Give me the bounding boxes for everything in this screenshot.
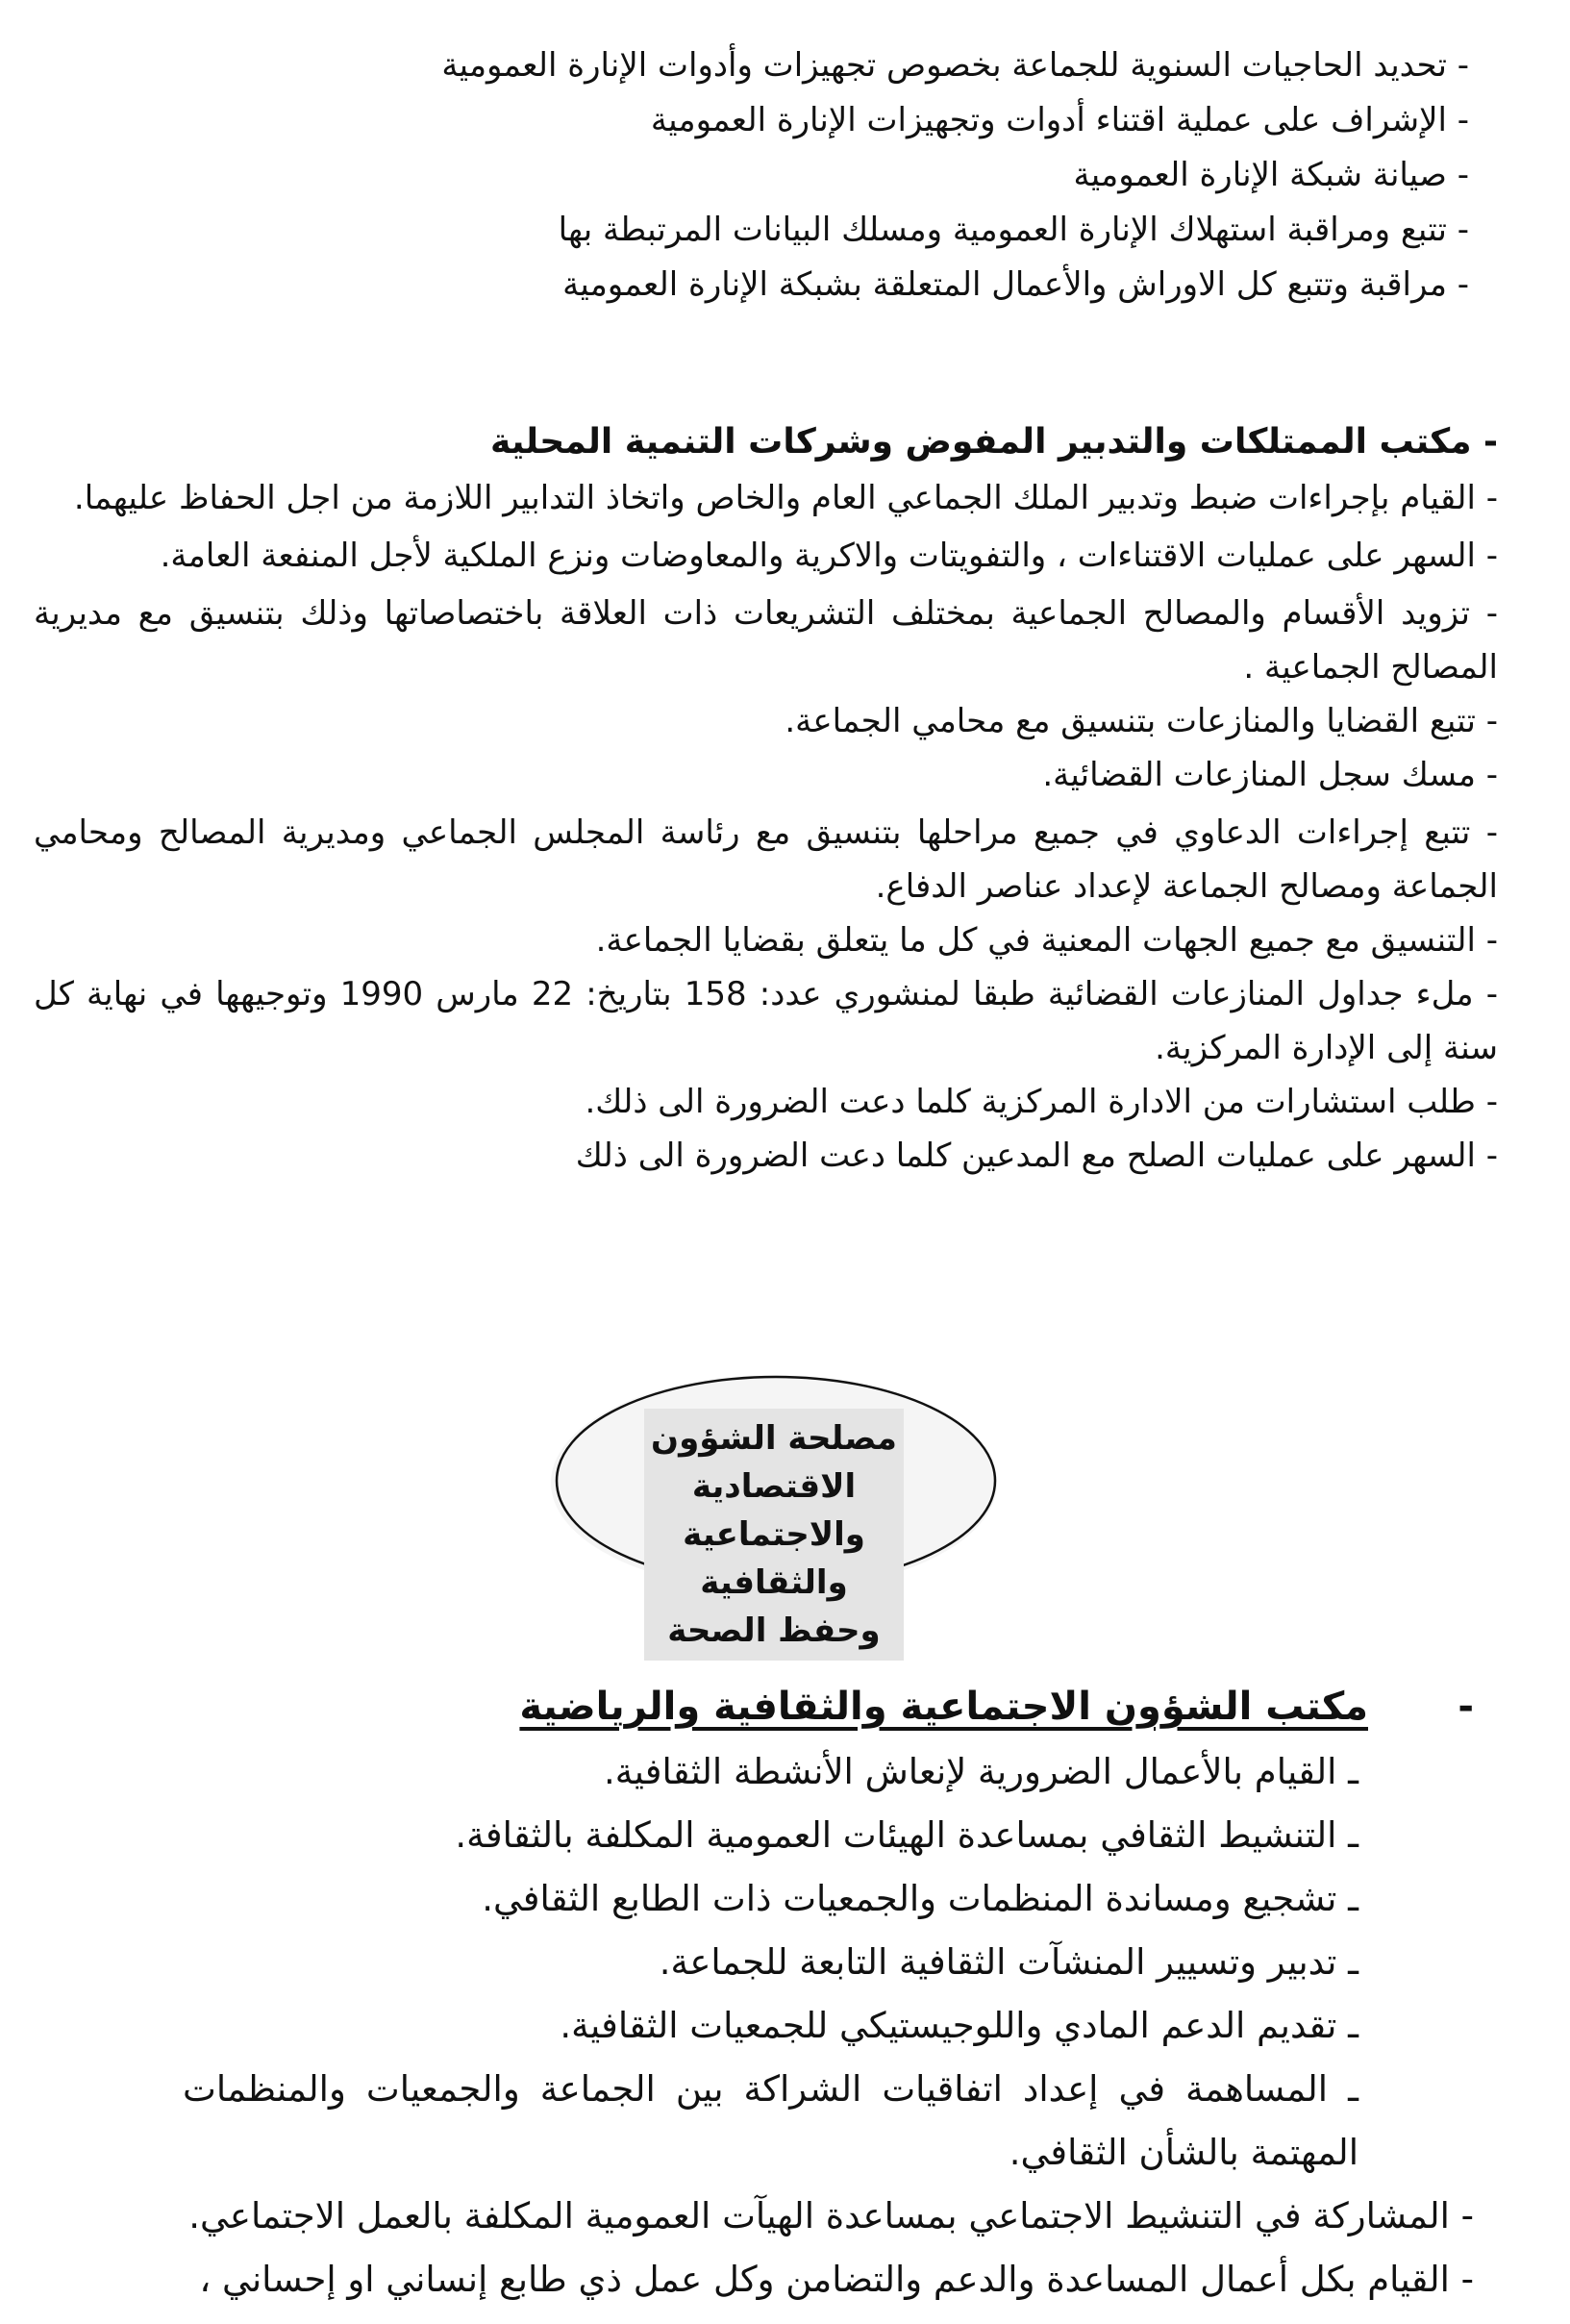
list-item: - تتبع ومراقبة استهلاك الإنارة العمومية ومسلك البيانات المرتبطة بها	[558, 211, 1469, 249]
list-item: - مسك سجل المنازعات القضائية.	[1042, 756, 1498, 794]
section-heading-row	[38, 1673, 1474, 1740]
list-item: - تتبع القضايا والمنازعات بتنسيق مع محامي الجماعة.	[785, 702, 1498, 740]
list-item: - التنسيق مع جميع الجهات المعنية في كل ما يتعلق بقضايا الجماعة.	[595, 921, 1498, 960]
service-title-line: والثقافية وحفظ الصحة	[667, 1563, 881, 1650]
section-heading: مكتب الشؤون الاجتماعية والثقافية والرياضية	[519, 1685, 1368, 1729]
service-title-line: الاقتصادية والاجتماعية	[683, 1467, 865, 1554]
list-item: - السهر على عمليات الاقتناءات ، والتفويتات والاكرية والمعاوضات ونزع الملكية لأجل المنفعة العامة.	[160, 537, 1498, 575]
list-item: - تتبع إجراءات الدعاوي في جميع مراحلها بتنسيق مع رئاسة المجلس الجماعي ومديرية المصالح ومحامي الجماعة ومصالح الجماعة لإعداد عناصر الدفاع.	[34, 813, 1498, 906]
list-item: - طلب استشارات من الادارة المركزية كلما دعت الضرورة الى ذلك.	[585, 1083, 1498, 1121]
list-item: - القيام بإجراءات ضبط وتدبير الملك الجماعي العام والخاص واتخاذ التدابير اللازمة من اجل الحفاظ عليهما.	[73, 479, 1498, 517]
list-item: - الإشراف على عملية اقتناء أدوات وتجهيزات الإنارة العمومية	[650, 101, 1469, 139]
list-item: - المشاركة في التنشيط الاجتماعي بمساعدة الهيآت العمومية المكلفة بالعمل الاجتماعي.	[188, 2195, 1474, 2237]
list-item: - القيام بكل أعمال المساعدة والدعم والتضامن وكل عمل ذي طابع إنساني او إحساني ،	[199, 2259, 1474, 2300]
service-title-line: مصلحة الشؤون	[651, 1419, 897, 1458]
section-heading: - مكتب الممتلكات والتدبير المفوض وشركات التنمية المحلية	[490, 422, 1498, 462]
list-item: - السهر على عمليات الصلح مع المدعين كلما دعت الضرورة الى ذلك	[575, 1137, 1498, 1175]
list-item: - صيانة شبكة الإنارة العمومية	[1073, 156, 1469, 194]
service-box	[534, 1356, 1014, 1650]
list-item: - مراقبة وتتبع كل الاوراش والأعمال المتعلقة بشبكة الإنارة العمومية	[562, 265, 1469, 304]
service-title	[644, 1409, 904, 1661]
list-item: ـ القيام بالأعمال الضرورية لإنعاش الأنشطة الثقافية.	[604, 1751, 1358, 1792]
property-office-section	[34, 413, 1498, 1183]
list-item: ـ المساهمة في إعداد اتفاقيات الشراكة بين الجماعة والجمعيات والمنظمات المهتمة بالشأن الثقافي.	[183, 2068, 1358, 2173]
social-cultural-office-section	[38, 1673, 1474, 2312]
public-lighting-list	[38, 38, 1469, 312]
heading-bullet: -	[1458, 1685, 1474, 1729]
list-item: - تزويد الأقسام والمصالح الجماعية بمختلف التشريعات ذات العلاقة باختصاصاتها وذلك بتنسيق مع مديرية المصالح الجماعية .	[34, 594, 1498, 687]
list-item: ـ تقديم الدعم المادي واللوجيستيكي للجمعيات الثقافية.	[560, 2005, 1358, 2046]
list-item: ـ تدبير وتسيير المنشآت الثقافية التابعة للجماعة.	[659, 1941, 1358, 1983]
list-item: - ملء جداول المنازعات القضائية طبقا لمنشوري عدد: 158 بتاريخ: 22 مارس 1990 وتوجيهها في نهاية كل سنة إلى الإدارة المركزية.	[34, 975, 1499, 1067]
list-item: - تحديد الحاجيات السنوية للجماعة بخصوص تجهيزات وأدوات الإنارة العمومية	[441, 46, 1469, 85]
list-item: ـ التنشيط الثقافي بمساعدة الهيئات العمومية المكلفة بالثقافة.	[455, 1814, 1358, 1856]
list-item: ـ تشجيع ومساندة المنظمات والجمعيات ذات الطابع الثقافي.	[482, 1878, 1358, 1919]
